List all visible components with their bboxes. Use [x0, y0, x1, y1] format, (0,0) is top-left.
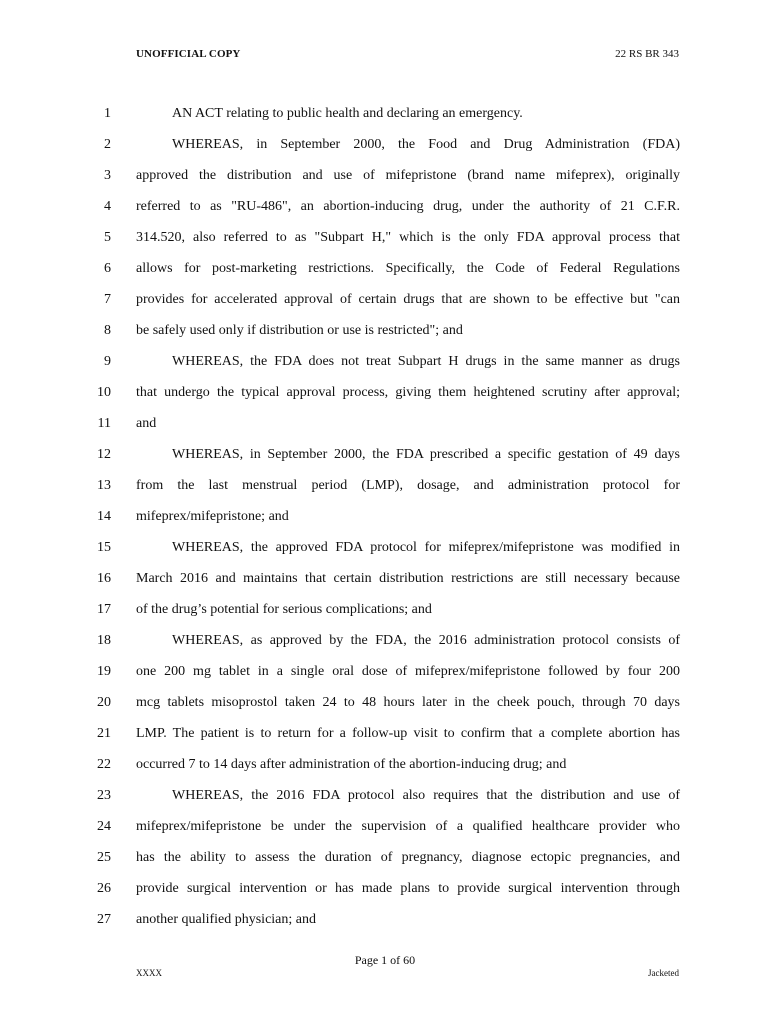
- line-text: WHEREAS, as approved by the FDA, the 2016 administration protocol consists of: [172, 633, 680, 648]
- document-line: [0, 317, 770, 348]
- line-text: allows for post-marketing restrictions. Specifically, the Code of Federal Regulations: [136, 261, 680, 276]
- line-number: 3: [104, 168, 111, 183]
- document-line: [0, 162, 770, 193]
- line-number: 12: [97, 447, 111, 462]
- line-text: occurred 7 to 14 days after administration of the abortion-inducing drug; and: [136, 757, 567, 772]
- line-number: 9: [104, 354, 111, 369]
- document-line: [0, 658, 770, 689]
- line-number: 7: [104, 292, 111, 307]
- line-text: LMP. The patient is to return for a follow-up visit to confirm that a complete abortion has: [136, 726, 680, 741]
- line-text: AN ACT relating to public health and declaring an emergency.: [172, 106, 523, 121]
- line-text: and: [136, 416, 157, 431]
- document-line: [0, 410, 770, 441]
- line-number: 10: [97, 385, 111, 400]
- line-number: 4: [104, 199, 111, 214]
- document-line: [0, 689, 770, 720]
- line-text: WHEREAS, the FDA does not treat Subpart H drugs in the same manner as drugs: [172, 354, 680, 369]
- document-line: [0, 813, 770, 844]
- line-text: approved the distribution and use of mifepristone (brand name mifeprex), originally: [136, 168, 680, 183]
- footer-code: XXXX: [136, 968, 162, 978]
- line-text: one 200 mg tablet in a single oral dose of mifeprex/mifepristone followed by four 200: [136, 664, 680, 679]
- document-line: [0, 627, 770, 658]
- line-number: 20: [97, 695, 111, 710]
- line-number: 19: [97, 664, 111, 679]
- line-number: 23: [97, 788, 111, 803]
- document-line: [0, 441, 770, 472]
- line-text: WHEREAS, in September 2000, the FDA prescribed a specific gestation of 49 days: [172, 447, 680, 462]
- line-text: of the drug’s potential for serious complications; and: [136, 602, 432, 617]
- line-number: 2: [104, 137, 111, 152]
- document-line: [0, 534, 770, 565]
- line-text: WHEREAS, the approved FDA protocol for mifeprex/mifepristone was modified in: [172, 540, 680, 555]
- footer-status: Jacketed: [648, 968, 679, 978]
- line-number: 18: [97, 633, 111, 648]
- line-text: mifeprex/mifepristone be under the supervision of a qualified healthcare provider who: [136, 819, 680, 834]
- document-line: [0, 379, 770, 410]
- line-text: WHEREAS, in September 2000, the Food and Drug Administration (FDA): [172, 137, 680, 152]
- document-line: [0, 565, 770, 596]
- document-line: [0, 286, 770, 317]
- line-text: WHEREAS, the 2016 FDA protocol also requires that the distribution and use of: [172, 788, 680, 803]
- document-line: [0, 720, 770, 751]
- header-bill-number: 22 RS BR 343: [615, 48, 679, 60]
- line-text: that undergo the typical approval process, giving them heightened scrutiny after approval;: [136, 385, 680, 400]
- line-number: 26: [97, 881, 111, 896]
- line-number: 16: [97, 571, 111, 586]
- line-number: 24: [97, 819, 111, 834]
- line-number: 8: [104, 323, 111, 338]
- line-number: 14: [97, 509, 111, 524]
- line-text: be safely used only if distribution or use is restricted"; and: [136, 323, 463, 338]
- line-text: another qualified physician; and: [136, 912, 316, 927]
- line-number: 5: [104, 230, 111, 245]
- line-text: referred to as "RU-486", an abortion-inducing drug, under the authority of 21 C.F.R.: [136, 199, 680, 214]
- document-line: [0, 782, 770, 813]
- line-number: 11: [97, 416, 111, 431]
- document-line: [0, 255, 770, 286]
- line-text: mifeprex/mifepristone; and: [136, 509, 289, 524]
- document-line: [0, 875, 770, 906]
- document-line: [0, 100, 770, 131]
- document-line: [0, 348, 770, 379]
- line-number: 6: [104, 261, 111, 276]
- line-number: 21: [97, 726, 111, 741]
- line-number: 1: [104, 106, 111, 121]
- line-text: has the ability to assess the duration of pregnancy, diagnose ectopic pregnancies, and: [136, 850, 680, 865]
- document-line: [0, 224, 770, 255]
- document-line: [0, 131, 770, 162]
- line-number: 17: [97, 602, 111, 617]
- line-number: 25: [97, 850, 111, 865]
- line-number: 27: [97, 912, 111, 927]
- line-text: provides for accelerated approval of certain drugs that are shown to be effective but "can: [136, 292, 680, 307]
- document-line: [0, 193, 770, 224]
- line-text: March 2016 and maintains that certain distribution restrictions are still necessary because: [136, 571, 680, 586]
- line-text: provide surgical intervention or has made plans to provide surgical intervention through: [136, 881, 680, 896]
- line-number: 22: [97, 757, 111, 772]
- page-number: Page 1 of 60: [354, 953, 416, 967]
- line-number: 13: [97, 478, 111, 493]
- line-number: 15: [97, 540, 111, 555]
- document-line: [0, 751, 770, 782]
- document-line: [0, 844, 770, 875]
- document-line: [0, 906, 770, 937]
- line-text: mcg tablets misoprostol taken 24 to 48 hours later in the cheek pouch, through 70 days: [136, 695, 680, 710]
- line-text: 314.520, also referred to as "Subpart H," which is the only FDA approval process that: [136, 230, 680, 245]
- document-line: [0, 503, 770, 534]
- line-text: from the last menstrual period (LMP), dosage, and administration protocol for: [136, 478, 680, 493]
- document-line: [0, 596, 770, 627]
- document-line: [0, 472, 770, 503]
- header-unofficial-copy: UNOFFICIAL COPY: [136, 48, 241, 60]
